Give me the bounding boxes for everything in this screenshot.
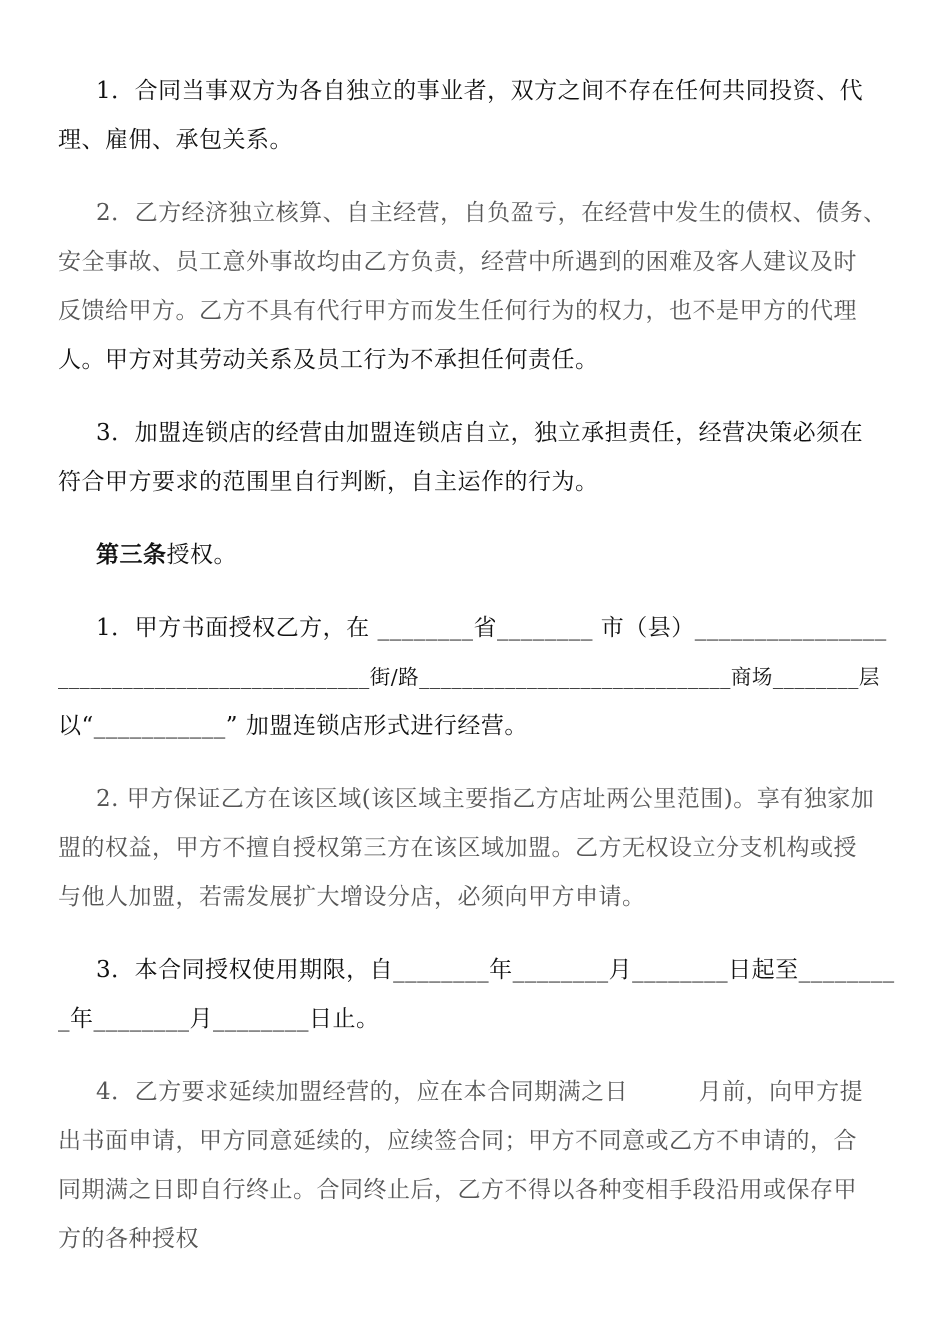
clause-3-1-line-1: 1．甲方书面授权乙方，在 ________省________ 市（县）________________ (96, 615, 887, 641)
clause-3-4-line-2: 出书面申请，甲方同意延续的，应续签合同；甲方不同意或乙方不申请的，合 (58, 1128, 857, 1154)
clause-3-2-line-3: 与他人加盟，若需发展扩大增设分店，必须向甲方申请。 (58, 884, 646, 910)
article-3-heading-rest: 授权。 (166, 542, 237, 568)
clause-2-1-line-2: 理、雇佣、承包关系。 (58, 127, 293, 153)
clause-2-2-line-3: 反馈给甲方。乙方不具有代行甲方而发生任何行为的权力，也不是甲方的代理 (58, 298, 857, 324)
clause-3-1-line-3: 以“___________” 加盟连锁店形式进行经营。 (58, 713, 528, 739)
clause-3-2-line-1: 2. 甲方保证乙方在该区域(该区域主要指乙方店址两公里范围)。享有独家加 (96, 786, 875, 812)
clause-2-2-line-1: 2．乙方经济独立核算、自主经营，自负盈亏，在经营中发生的债权、债务、 (96, 200, 887, 226)
clause-2-1-line-1: 1．合同当事双方为各自独立的事业者，双方之间不存在任何共同投资、代 (96, 78, 864, 104)
clause-3-4-line-3: 同期满之日即自行终止。合同终止后，乙方不得以各种变相手段沿用或保存甲 (58, 1177, 857, 1203)
article-3-heading (96, 540, 237, 570)
clause-2-3-line-2: 符合甲方要求的范围里自行判断，自主运作的行为。 (58, 469, 599, 495)
article-3-heading-bold: 第三条 (96, 541, 167, 568)
clause-3-4-line-4: 方的各种授权 (58, 1226, 199, 1252)
clause-2-2-line-4: 人。甲方对其劳动关系及员工行为不承担任何责任。 (58, 347, 599, 373)
clause-2-2-line-2: 安全事故、员工意外事故均由乙方负责，经营中所遇到的困难及客人建议及时 (58, 249, 857, 275)
clause-3-2-line-2: 盟的权益，甲方不擅自授权第三方在该区域加盟。乙方无权设立分支机构或授 (58, 835, 857, 861)
clause-3-4-line-1: 4．乙方要求延续加盟经营的，应在本合同期满之日 月前，向甲方提 (96, 1079, 864, 1105)
clause-3-1-line-2: _____________________________街/路_____________________________商场________层 (58, 665, 880, 689)
clause-3-3-line-2: _年________月________日止。 (58, 1006, 380, 1032)
clause-3-3-line-1: 3．本合同授权使用期限，自________年________月________日起至________ (96, 957, 895, 983)
clause-2-3-line-1: 3．加盟连锁店的经营由加盟连锁店自立，独立承担责任，经营决策必须在 (96, 420, 864, 446)
